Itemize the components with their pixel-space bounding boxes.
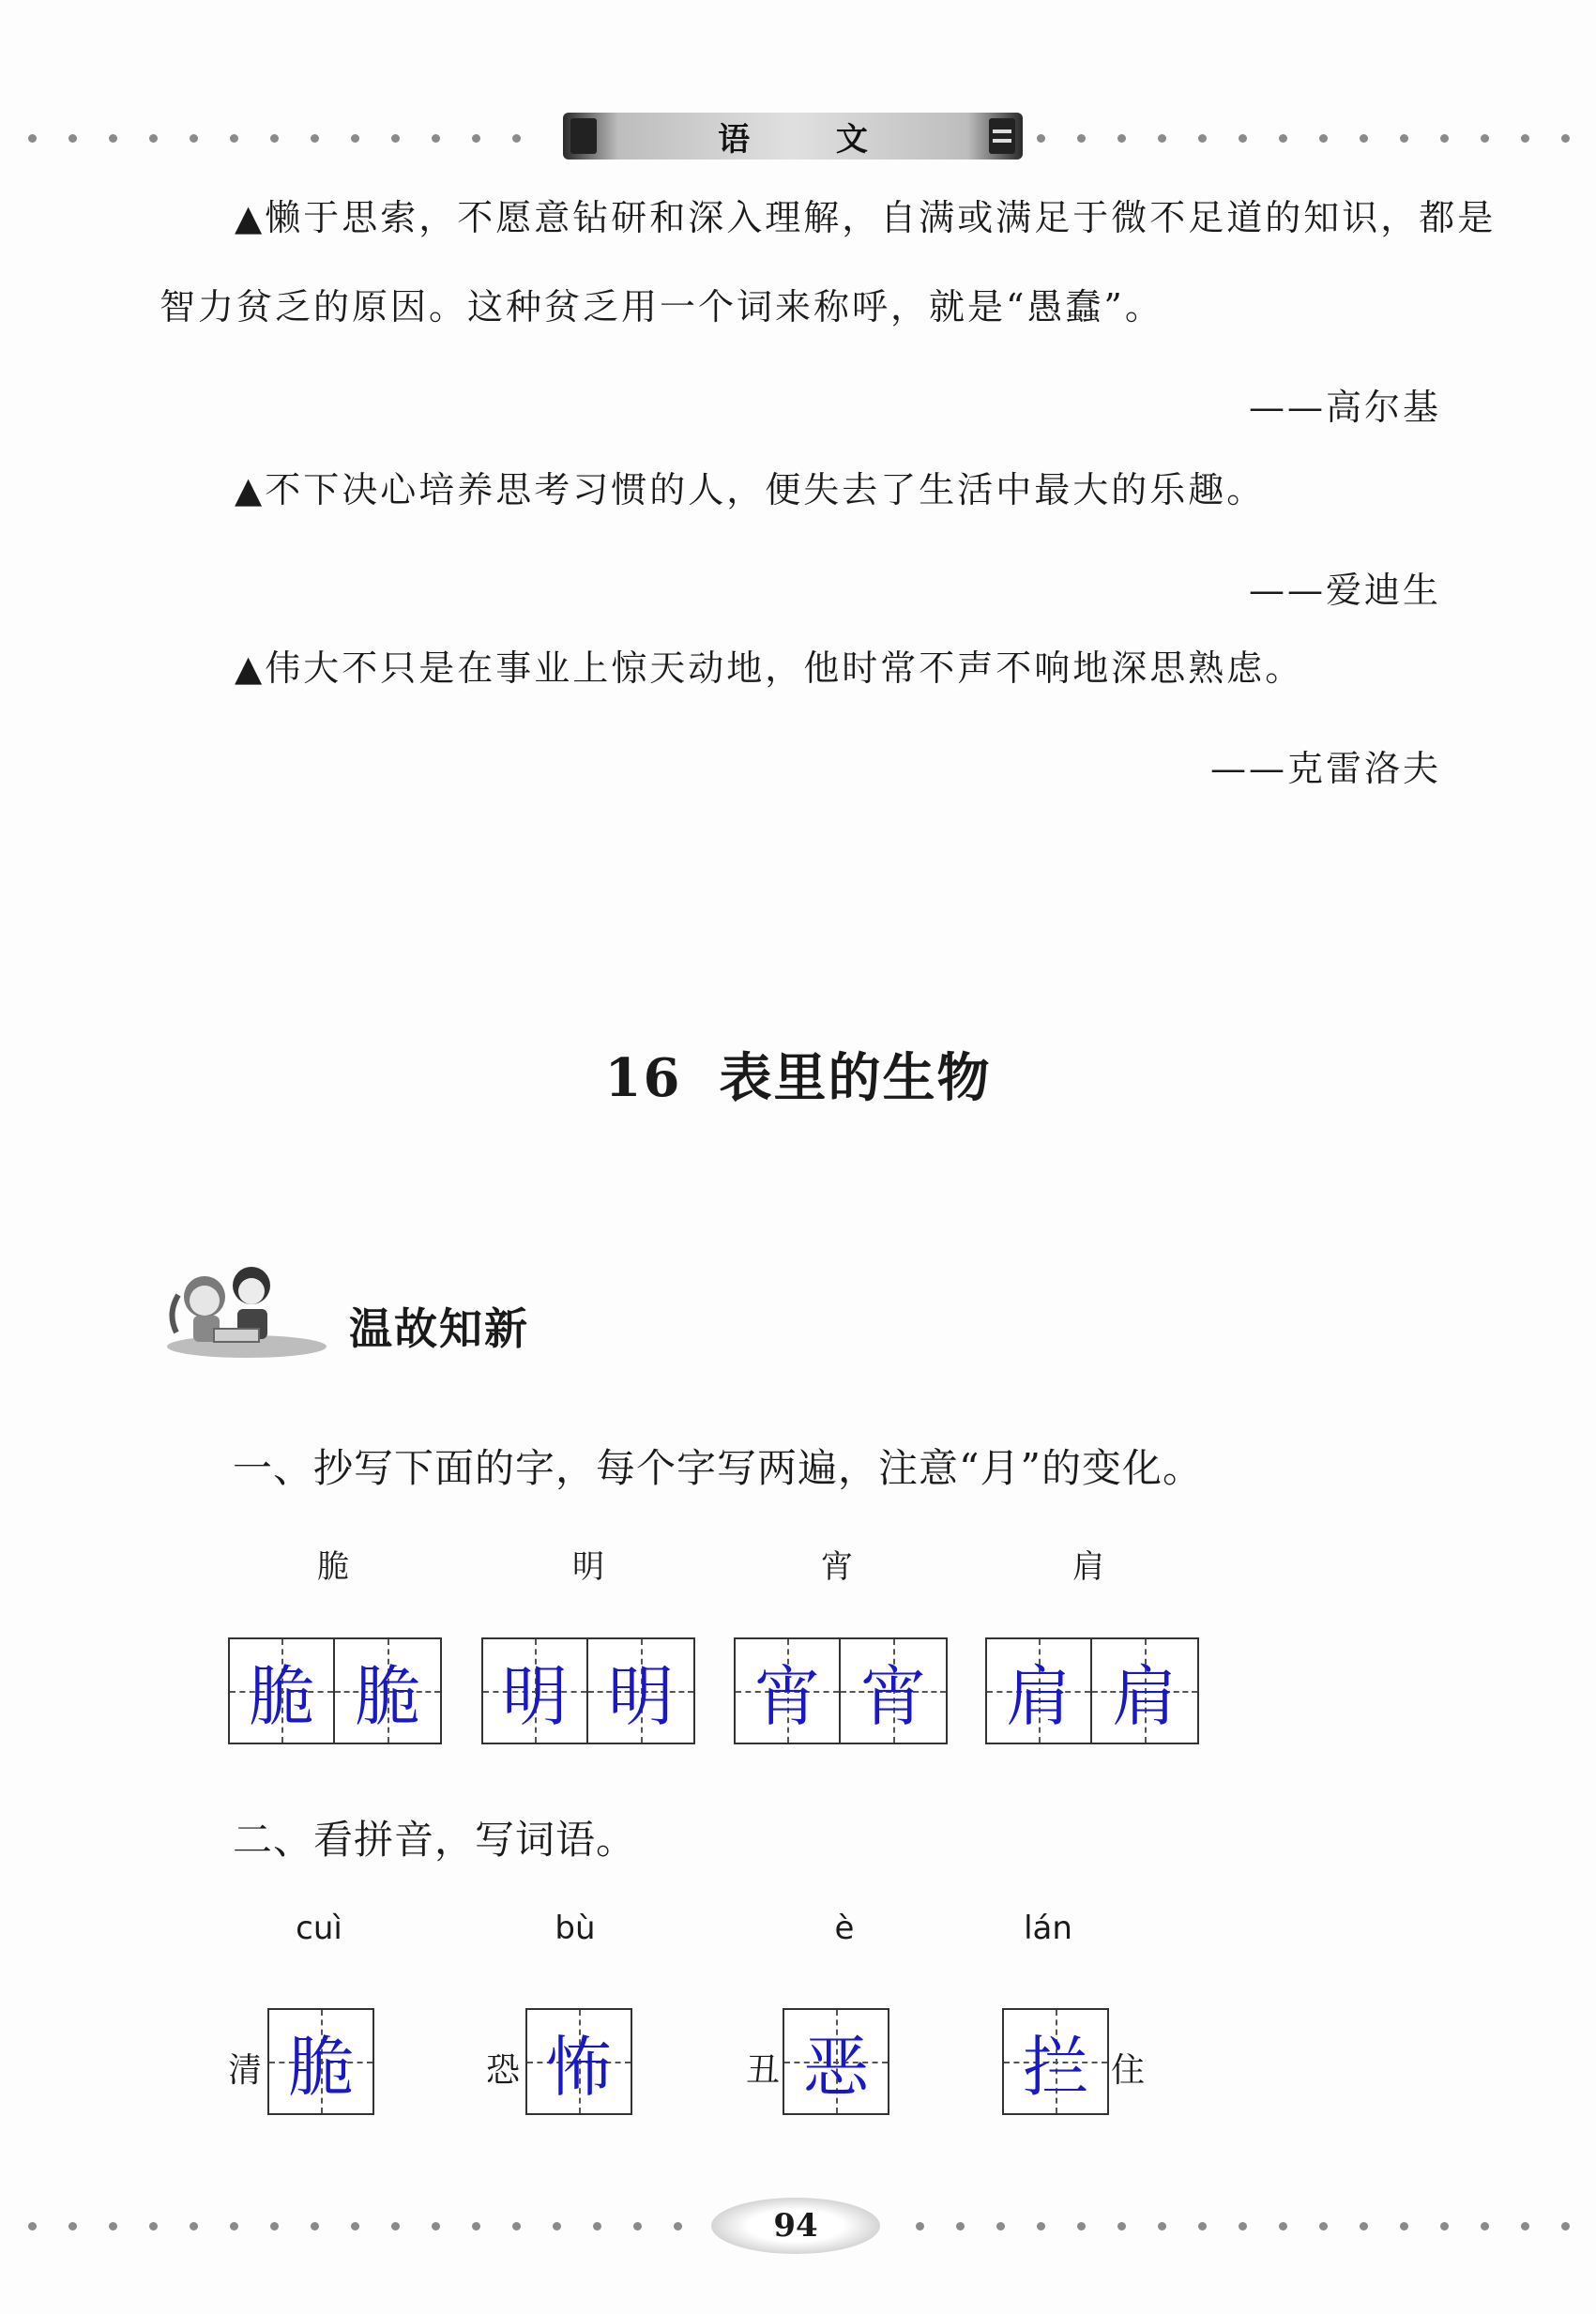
copy-prompt: 肩 <box>1072 1548 1104 1586</box>
border-dot <box>68 134 77 143</box>
lesson-name: 表里的生物 <box>719 1047 992 1109</box>
page-number: 94 <box>773 2207 818 2245</box>
writing-cell[interactable] <box>481 1637 588 1744</box>
section-title: 温故知新 <box>349 1303 529 1354</box>
lesson-title <box>0 1037 1596 1112</box>
writing-grid[interactable] <box>481 1637 695 1744</box>
border-dot <box>68 2222 77 2230</box>
handwritten-char: 脆 <box>355 1657 420 1735</box>
border-dot <box>1481 134 1489 143</box>
border-dot <box>1198 2222 1207 2230</box>
border-dot <box>1198 134 1207 143</box>
writing-cell[interactable] <box>841 1637 948 1744</box>
border-dot <box>1400 2222 1408 2230</box>
quote-3-line-1: ▲伟大不只是在事业上惊天动地，他时常不声不响地深思熟虑。 <box>235 647 1304 689</box>
border-dot <box>230 2222 238 2230</box>
border-dot <box>149 134 158 143</box>
border-dot <box>1481 2222 1489 2230</box>
writing-cell[interactable] <box>267 2008 374 2115</box>
lesson-number: 16 <box>604 1047 682 1109</box>
handwritten-char: 恶 <box>803 2028 869 2106</box>
border-dot <box>1158 134 1166 143</box>
border-dot <box>432 134 440 143</box>
header-banner <box>563 113 1023 160</box>
border-dot <box>1360 134 1368 143</box>
border-dot <box>1521 134 1529 143</box>
border-dot <box>674 2222 682 2230</box>
border-dot <box>1239 2222 1247 2230</box>
handwritten-char: 肩 <box>1006 1657 1072 1735</box>
border-dot <box>1440 134 1449 143</box>
word-prefix: 丑 <box>746 2051 781 2090</box>
word-prefix: 恐 <box>486 2051 521 2090</box>
border-dot <box>472 2222 480 2230</box>
border-dot <box>916 2222 924 2230</box>
border-dot <box>391 134 400 143</box>
border-dot <box>1561 134 1570 143</box>
border-dot <box>311 2222 319 2230</box>
handwritten-char: 怖 <box>546 2028 612 2106</box>
writing-grid[interactable] <box>228 1637 442 1744</box>
kids-reading-icon <box>158 1257 345 1365</box>
question-1: 一、抄写下面的字，每个字写两遍，注意“月”的变化。 <box>233 1445 1203 1491</box>
border-dot <box>1360 2222 1368 2230</box>
copy-prompt: 宵 <box>821 1548 853 1586</box>
handwritten-char: 宵 <box>860 1657 926 1735</box>
border-dot <box>472 134 480 143</box>
border-dot <box>1239 134 1247 143</box>
border-dot <box>1440 2222 1449 2230</box>
handwritten-char: 拦 <box>1023 2028 1088 2106</box>
border-dot <box>996 2222 1005 2230</box>
border-dot <box>1077 134 1086 143</box>
writing-grid[interactable] <box>525 2008 632 2115</box>
border-dot <box>1117 2222 1126 2230</box>
border-dot <box>190 2222 198 2230</box>
writing-grid[interactable] <box>267 2008 374 2115</box>
border-dot <box>1319 134 1328 143</box>
border-dot <box>1037 134 1045 143</box>
copy-prompt: 脆 <box>317 1548 349 1586</box>
border-dot <box>432 2222 440 2230</box>
border-dot <box>270 2222 279 2230</box>
writing-cell[interactable] <box>1092 1637 1199 1744</box>
writing-cell[interactable] <box>228 1637 335 1744</box>
border-dot <box>28 134 37 143</box>
pinyin-label: cuì <box>296 1910 342 1947</box>
border-dot <box>311 134 319 143</box>
border-dot <box>1400 134 1408 143</box>
border-dot <box>149 2222 158 2230</box>
handwritten-char: 明 <box>608 1657 674 1735</box>
border-dot <box>230 134 238 143</box>
quote-1-line-2: 智力贫乏的原因。这种贫乏用一个词来称呼，就是“愚蠢”。 <box>160 286 1163 327</box>
border-dot <box>1561 2222 1570 2230</box>
border-dot <box>1037 2222 1045 2230</box>
word-suffix: 住 <box>1111 2051 1146 2090</box>
quote-2-line-1: ▲不下决心培养思考习惯的人，便失去了生活中最大的乐趣。 <box>235 469 1266 510</box>
border-dot <box>109 2222 117 2230</box>
border-dot <box>956 2222 965 2230</box>
book-icon <box>989 118 1015 154</box>
writing-cell[interactable] <box>783 2008 889 2115</box>
border-dot <box>1158 2222 1166 2230</box>
handwritten-char: 明 <box>502 1657 568 1735</box>
border-dot <box>1279 134 1287 143</box>
quote-1-author: ——高尔基 <box>1248 387 1441 428</box>
handwritten-char: 宵 <box>754 1657 820 1735</box>
border-dot <box>1521 2222 1529 2230</box>
writing-cell[interactable] <box>588 1637 695 1744</box>
writing-cell[interactable] <box>335 1637 442 1744</box>
subject-label: 语 文 <box>718 120 905 159</box>
pinyin-label: bù <box>555 1910 596 1947</box>
question-2: 二、看拼音，写词语。 <box>233 1817 637 1863</box>
writing-cell[interactable] <box>525 2008 632 2115</box>
page-number-badge <box>711 2198 880 2254</box>
border-dot <box>190 134 198 143</box>
word-prefix: 清 <box>228 2051 263 2090</box>
writing-grid[interactable] <box>734 1637 948 1744</box>
border-dot <box>109 134 117 143</box>
border-dot <box>1319 2222 1328 2230</box>
border-dot <box>512 134 521 143</box>
writing-cell[interactable] <box>734 1637 841 1744</box>
border-dot <box>351 134 359 143</box>
border-dot <box>1279 2222 1287 2230</box>
writing-grid[interactable] <box>783 2008 889 2115</box>
writing-cell[interactable] <box>1002 2008 1109 2115</box>
writing-grid[interactable] <box>985 1637 1199 1744</box>
quote-3-author: ——克雷洛夫 <box>1209 748 1441 789</box>
handwritten-char: 脆 <box>288 2028 354 2106</box>
border-dot <box>553 2222 561 2230</box>
border-dot <box>512 2222 521 2230</box>
border-dot <box>28 2222 37 2230</box>
border-dot <box>270 134 279 143</box>
handwritten-char: 脆 <box>249 1657 314 1735</box>
quote-1-line-1: ▲懒于思索，不愿意钻研和深入理解，自满或满足于微不足道的知识，都是 <box>235 197 1497 238</box>
pinyin-label: lán <box>1024 1910 1072 1947</box>
border-dot <box>593 2222 601 2230</box>
border-dot <box>1077 2222 1086 2230</box>
writing-cell[interactable] <box>985 1637 1092 1744</box>
border-dot <box>391 2222 400 2230</box>
book-icon <box>570 118 597 154</box>
border-dot <box>351 2222 359 2230</box>
quote-2-author: ——爱迪生 <box>1248 570 1441 611</box>
border-dot <box>633 2222 642 2230</box>
border-dot <box>1117 134 1126 143</box>
copy-prompt: 明 <box>572 1548 604 1586</box>
handwritten-char: 肩 <box>1112 1657 1178 1735</box>
pinyin-label: è <box>834 1910 855 1947</box>
writing-grid[interactable] <box>1002 2008 1109 2115</box>
